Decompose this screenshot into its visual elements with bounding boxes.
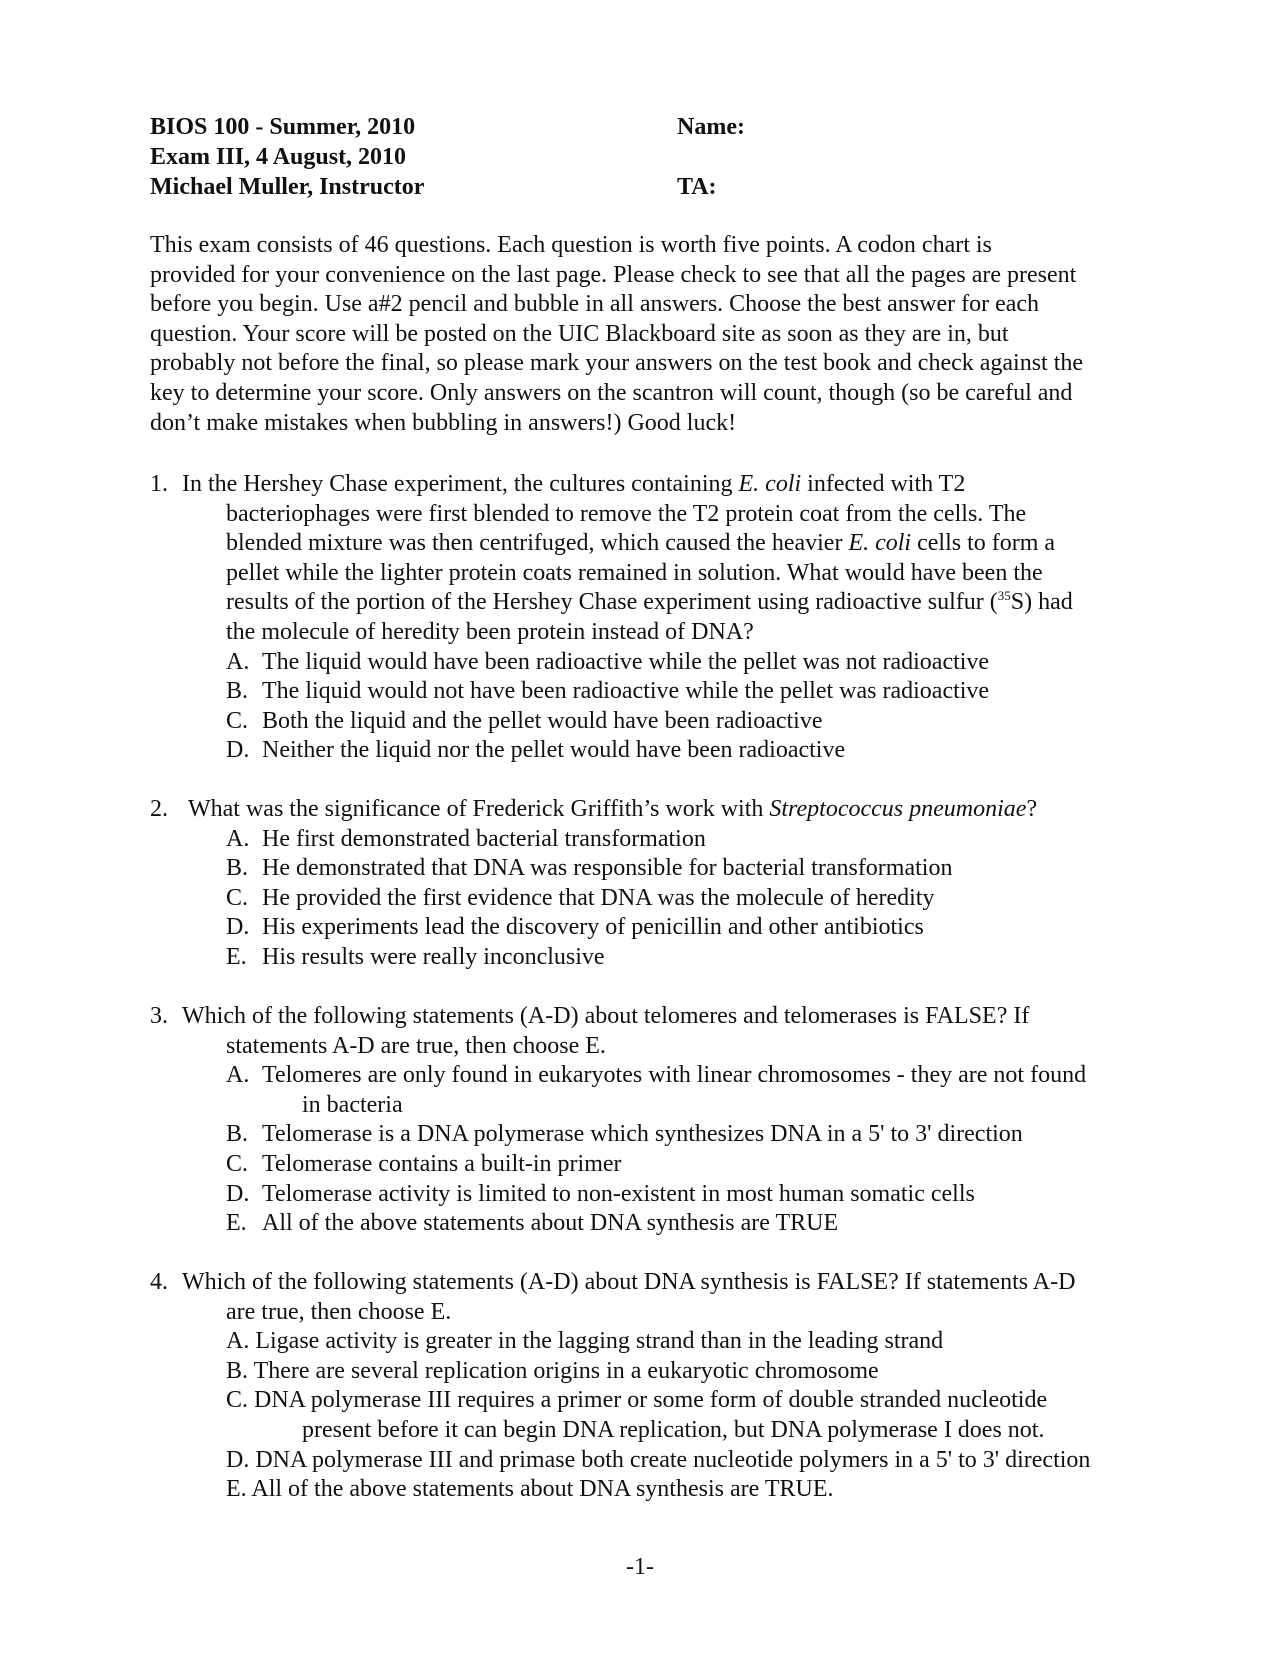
option-letter: D. [226, 1446, 250, 1473]
species-name: Streptococcus pneumoniae [769, 796, 1027, 822]
option-letter: C. [226, 884, 249, 911]
question-3 [150, 1002, 1150, 1239]
header-row-3 [150, 172, 1150, 202]
answer-option-c [150, 707, 1150, 737]
question-stem-line: are true, then choose E. [226, 1298, 452, 1325]
exam-title: Exam III, 4 August, 2010 [150, 144, 407, 170]
answer-option-d [150, 913, 1150, 943]
answer-option-c [150, 884, 1150, 914]
header-row-2 [150, 142, 1150, 172]
answer-option-b [150, 854, 1150, 884]
species-name: E. coli [738, 471, 802, 497]
stem-text: Which of the following statements (A-D) about DNA synthesis is FALSE? If statements A-D [182, 1269, 1076, 1295]
option-text: All of the above statements about DNA synthesis are TRUE. [251, 1476, 834, 1503]
question-number: 2. [150, 796, 168, 822]
answer-option-a [150, 1327, 1150, 1357]
option-text: He demonstrated that DNA was responsible for bacterial transformation [262, 855, 953, 882]
answer-option-c [150, 1386, 1150, 1416]
option-letter: D. [226, 737, 250, 764]
question-stem-line: the molecule of heredity been protein instead of DNA? [226, 618, 754, 645]
option-letter: C. [226, 1150, 249, 1177]
stem-text: S) had [1010, 589, 1073, 616]
option-text: He first demonstrated bacterial transformation [262, 825, 706, 852]
option-letter: A. [226, 1328, 250, 1355]
exam-header [150, 112, 1150, 202]
stem-text: results of the portion of the Hershey Chase experiment using radioactive sulfur ( [226, 589, 998, 616]
option-letter: A. [226, 825, 250, 852]
option-text: DNA polymerase III and primase both create nucleotide polymers in a 5' to 3' direction [255, 1446, 1091, 1473]
option-letter: D. [226, 1180, 250, 1207]
option-text: His results were really inconclusive [262, 943, 605, 970]
question-stem-line [150, 1002, 1150, 1032]
option-letter: A. [226, 648, 250, 675]
answer-option-c [150, 1150, 1150, 1180]
option-text: DNA polymerase III requires a primer or some form of double stranded nucleotide [254, 1387, 1048, 1414]
instructions-line: key to determine your score. Only answers on the scantron will count, though (so be careful and [150, 379, 1073, 406]
answer-option-e [150, 1209, 1150, 1239]
option-letter: B. [226, 1121, 249, 1148]
exam-instructions [150, 231, 1150, 438]
stem-text: infected with T2 [801, 471, 966, 497]
name-label: Name: [677, 114, 745, 140]
question-stem-line: pellet while the lighter protein coats remained in solution. What would have been the [226, 559, 1043, 586]
stem-text: In the Hershey Chase experiment, the cultures containing [182, 471, 739, 497]
species-name: E. coli [848, 530, 912, 557]
option-letter: E. [226, 1476, 247, 1503]
answer-option-b [150, 1357, 1150, 1387]
option-letter: E. [226, 943, 247, 970]
option-letter: B. [226, 678, 249, 705]
instructions-line: question. Your score will be posted on the UIC Blackboard site as soon as they are in, but [150, 320, 1009, 347]
question-number: 1. [150, 471, 168, 497]
option-text: He provided the first evidence that DNA was the molecule of heredity [262, 884, 935, 911]
page-number: -1- [626, 1554, 654, 1580]
question-stem-line: bacteriophages were first blended to remove the T2 protein coat from the cells. The [226, 500, 1027, 527]
answer-option-d [150, 1180, 1150, 1210]
instructions-line: before you begin. Use a#2 pencil and bubble in all answers. Choose the best answer for each [150, 291, 1040, 318]
option-text: Both the liquid and the pellet would have been radioactive [262, 707, 823, 734]
answer-option-d [150, 736, 1150, 766]
instructions-line: don’t make mistakes when bubbling in answers!) Good luck! [150, 409, 737, 436]
header-row-1 [150, 112, 1150, 142]
answer-option-c-continued: present before it can begin DNA replication, but DNA polymerase I does not. [302, 1416, 1045, 1443]
answer-option-a-continued: in bacteria [302, 1091, 403, 1118]
ta-label: TA: [677, 174, 717, 200]
question-stem-line [150, 588, 1150, 618]
instructions-line: This exam consists of 46 questions. Each question is worth five points. A codon chart is [150, 232, 992, 258]
option-text: The liquid would have been radioactive while the pellet was not radioactive [262, 648, 990, 675]
instructor-name: Michael Muller, Instructor [150, 174, 425, 200]
option-letter: D. [226, 914, 250, 941]
stem-text: ? [1026, 796, 1038, 822]
option-text: All of the above statements about DNA synthesis are TRUE [262, 1210, 839, 1237]
option-text: His experiments lead the discovery of penicillin and other antibiotics [262, 914, 924, 941]
question-number: 3. [150, 1003, 168, 1029]
answer-option-d [150, 1446, 1150, 1476]
option-text: Neither the liquid nor the pellet would have been radioactive [262, 737, 846, 764]
question-4 [150, 1268, 1150, 1505]
option-letter: E. [226, 1210, 247, 1237]
option-text: Telomerase is a DNA polymerase which synthesizes DNA in a 5' to 3' direction [262, 1121, 1023, 1148]
option-text: Telomerase activity is limited to non-existent in most human somatic cells [262, 1180, 975, 1207]
option-letter: A. [226, 1062, 250, 1089]
question-stem-line [150, 529, 1150, 559]
answer-option-a [150, 648, 1150, 678]
question-2 [150, 795, 1150, 973]
instructions-line: provided for your convenience on the last page. Please check to see that all the pages are present [150, 261, 1077, 288]
question-number: 4. [150, 1269, 168, 1295]
option-text: Ligase activity is greater in the lagging strand than in the leading strand [255, 1328, 944, 1355]
course-title: BIOS 100 - Summer, 2010 [150, 114, 416, 140]
question-stem-line: statements A-D are true, then choose E. [226, 1032, 606, 1059]
stem-text: What was the significance of Frederick Griffith’s work with [188, 796, 770, 822]
question-stem-line [150, 795, 1150, 825]
question-1 [150, 470, 1150, 766]
answer-option-a [150, 1061, 1150, 1091]
option-text: The liquid would not have been radioactive while the pellet was radioactive [262, 678, 990, 705]
option-letter: B. [226, 1357, 249, 1384]
option-letter: C. [226, 1387, 249, 1414]
stem-text: cells to form a [911, 530, 1056, 557]
answer-option-e [150, 1475, 1150, 1505]
option-letter: B. [226, 855, 249, 882]
question-stem-line [150, 470, 1150, 500]
answer-option-b [150, 677, 1150, 707]
question-stem-line [150, 1268, 1150, 1298]
answer-option-e [150, 943, 1150, 973]
instructions-line: probably not before the final, so please mark your answers on the test book and check against the [150, 350, 1084, 377]
option-letter: C. [226, 707, 249, 734]
isotope-superscript: 35 [997, 588, 1011, 604]
stem-text: Which of the following statements (A-D) about telomeres and telomerases is FALSE? If [182, 1003, 1030, 1029]
option-text: There are several replication origins in a eukaryotic chromosome [253, 1357, 879, 1384]
option-text: Telomerase contains a built-in primer [262, 1150, 622, 1177]
stem-text: blended mixture was then centrifuged, which caused the heavier [226, 530, 849, 557]
answer-option-b [150, 1120, 1150, 1150]
answer-option-a [150, 825, 1150, 855]
option-text: Telomeres are only found in eukaryotes with linear chromosomes - they are not found [262, 1062, 1087, 1089]
